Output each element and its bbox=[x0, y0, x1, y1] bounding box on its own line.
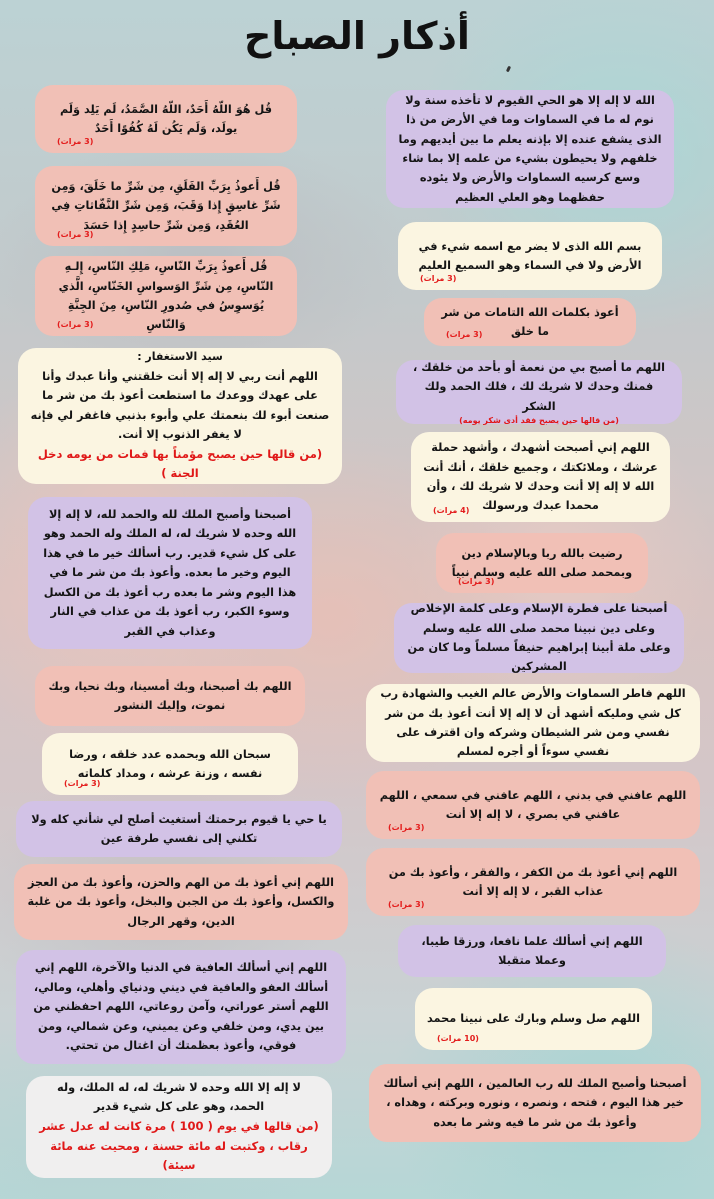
dhikr-text: اللهم إني أعوذ بك من الهم والحزن، وأعوذ بك من العجز والكسل، وأعوذ بك من الجبن والبخل، وأعوذ بك من غلبة الدين، وقهر الرجال bbox=[27, 875, 335, 928]
dhikr-card-falaq bbox=[35, 166, 297, 246]
dhikr-card-fatir-as-samawat bbox=[366, 684, 700, 762]
dhikr-text: اللهم إني أصبحت أشهدك ، وأشهد حملة عرشك ، وملائكتك ، وجميع خلقك ، أنك أنت الله لا إله إلا أنت وحدك لا شريك لك ، وأن محمدا عبدك ورسولك bbox=[423, 441, 658, 513]
dhikr-card-ilman-nafian bbox=[398, 925, 666, 977]
dhikr-text: قُل أَعوذُ بِرَبِّ النّاسِ، مَلِكِ النّاسِ، إِلـهِ النّاسِ، مِن شَرِّ الوَسواسِ الخَنّاسِ، الَّذي يُوَسوِسُ في صُدورِ النّاسِ، مِنَ الجِنَّةِ وَالنّاسِ bbox=[58, 260, 274, 332]
page-title: أذكار الصباح bbox=[244, 14, 470, 58]
dhikr-card-hamm-hazan bbox=[14, 864, 348, 940]
dhikr-text: اللهم ما أصبح بي من نعمة أو بأحد من خلقك ، فمنك وحدك لا شريك لك ، فلك الحمد ولك الشكر bbox=[413, 360, 665, 413]
bird-decoration bbox=[506, 66, 511, 73]
repeat-count: (10 مرات) bbox=[437, 1034, 479, 1044]
dhikr-text: رضيت بالله ربا وبالإسلام دين وبمحمد صلى الله عليه وسلم نبياً bbox=[451, 546, 633, 579]
dhikr-card-ya-hayyu-ya-qayyum bbox=[16, 801, 342, 857]
dhikr-text: اللهم عافني في بدني ، اللهم عافني في سمعي ، اللهم عافني في بصري ، لا إله إلا أنت bbox=[379, 788, 687, 821]
repeat-count: (3 مرات) bbox=[57, 320, 94, 330]
dhikr-card-asbahna-wa-asbaha bbox=[28, 497, 312, 649]
card-heading: سيد الاستغفار : bbox=[137, 349, 223, 363]
dhikr-text: أعوذ بكلمات الله التامات من شر ما خلق bbox=[441, 305, 619, 338]
dhikr-card-fitrat-al-islam bbox=[394, 603, 684, 673]
dhikr-card-afiya bbox=[16, 950, 346, 1064]
dhikr-text: أصبحنا على فطرة الإسلام وعلى كلمة الإخلاص وعلى دين نبينا محمد صلى الله عليه وسلم وعلى ملة أبينا إبراهيم حنيفاً مسلماً وما كان من المشركين bbox=[407, 602, 671, 674]
repeat-count: (4 مرات) bbox=[433, 506, 470, 516]
dhikr-card-ma-asbaha-bi bbox=[396, 360, 682, 424]
virtue-note: (من قالها حين يصبح فقد أدى شكر يومه) bbox=[459, 415, 619, 425]
virtue-note: (من قالها في يوم ( 100 ) مرة كانت له عدل عشر رقاب ، وكتبت له مائة حسنة ، ومحيت عنه مائة سيئة) bbox=[39, 1118, 319, 1173]
dhikr-text: أصبحنا وأصبح الملك لله والحمد لله، لا إله إلا الله وحده لا شريك له، له الملك وله الحمد وهو على كل شيء قدير. رب أسألك خير ما في هذا اليوم وخير ما بعده. وأعوذ بك من شر ما في هذا اليوم وشر ما بعده رب أعوذ بك من الكسل وسوء الكبر، رب أعوذ بك من عذاب في النار وعذاب في القبر bbox=[43, 508, 297, 638]
dhikr-card-kalimat-tammat bbox=[424, 298, 636, 346]
dhikr-text: اللهم صل وسلم وبارك على نبينا محمد bbox=[427, 1012, 640, 1026]
dhikr-card-ushhiduka bbox=[411, 432, 670, 522]
dhikr-text: قُل هُوَ اللّهُ أَحَدٌ، اللّهُ الصَّمَدُ، لَم يَلِد وَلَم يولَد، وَلَم يَكُن لَهُ كُفُوًا أَحَدٌ bbox=[59, 102, 273, 135]
dhikr-text: اللهم إني أعوذ بك من الكفر ، والفقر ، وأعوذ بك من عذاب القبر ، لا إله إلا أنت bbox=[388, 865, 678, 898]
dhikr-card-khayra-hadha-al-yawm bbox=[369, 1064, 701, 1142]
repeat-count: (3 مرات) bbox=[420, 274, 457, 284]
repeat-count: (3 مرات) bbox=[57, 230, 94, 240]
dhikr-card-nas bbox=[35, 256, 297, 336]
dhikr-text: اللهم أنت ربي لا إله إلا أنت خلقتني وأنا عبدك وأنا على عهدك ووعدك ما استطعت أعوذ بك من شر ما صنعت أبوء لك بنعمتك علي وأبوء بذنبي فاغفر لي فإنه لا يغفر الذنوب إلا أنت. bbox=[30, 369, 330, 442]
dhikr-card-sayyid-al-istighfar bbox=[18, 348, 342, 484]
dhikr-card-afini bbox=[366, 771, 700, 839]
dhikr-text: اللهم فاطر السماوات والأرض عالم الغيب والشهادة رب كل شي ومليكه أشهد أن لا إله إلا أنت أعوذ بك من شر نفسي ومن شر الشيطان وشركه وان اقترف على نفسي سوءاً أو أجره لمسلم bbox=[380, 687, 686, 759]
dhikr-card-kufr-faqr bbox=[366, 848, 700, 916]
repeat-count: (3 مرات) bbox=[64, 779, 101, 789]
repeat-count: (3 مرات) bbox=[388, 900, 425, 910]
dhikr-card-bika-asbahna bbox=[35, 666, 305, 726]
dhikr-text: اللهم إني أسألك علما نافعا، ورزقا طيبا، وعملا متقبلا bbox=[421, 934, 643, 967]
dhikr-card-tahlil-100 bbox=[26, 1076, 332, 1178]
virtue-note: (من قالها حين يصبح مؤمناً بها فمات من يومه دخل الجنة ) bbox=[37, 446, 323, 481]
dhikr-text: أصبحنا وأصبح الملك لله رب العالمين ، اللهم إني أسألك خير هذا اليوم ، فتحه ، ونصره ، ونوره وبركته ، وهداه ، وأعوذ بك من شر ما فيه وشر ما بعده bbox=[383, 1076, 687, 1129]
dhikr-text: اللهم بك أصبحنا، وبك أمسينا، وبك نحيا، وبك نموت، وإليك النشور bbox=[48, 679, 292, 712]
dhikr-text: بسم الله الذى لا يضر مع اسمه شيء في الأرض ولا في السماء وهو السميع العليم bbox=[418, 239, 642, 272]
repeat-count: (3 مرات) bbox=[458, 577, 495, 587]
repeat-count: (3 مرات) bbox=[446, 330, 483, 340]
dhikr-text: يا حي يا قيوم برحمتك أستغيث أصلح لي شأني كله ولا تكلني إلى نفسي طرفة عين bbox=[31, 812, 327, 845]
dhikr-card-ayat-al-kursi bbox=[386, 90, 674, 208]
dhikr-card-ikhlas bbox=[35, 85, 297, 153]
dhikr-text: لا إله إلا الله وحده لا شريك له، له الملك، وله الحمد، وهو على كل شيء قدير bbox=[57, 1080, 301, 1114]
repeat-count: (3 مرات) bbox=[388, 823, 425, 833]
dhikr-card-salawat bbox=[415, 988, 652, 1050]
dhikr-card-raditu bbox=[436, 533, 648, 593]
repeat-count: (3 مرات) bbox=[57, 137, 94, 147]
dhikr-text: اللهم إني أسألك العافية في الدنيا والآخرة، اللهم إني أسألك العفو والعافية في ديني ودنياي وأهلي، ومالي، اللهم أستر عوراتي، وآمن روعاتي، اللهم احفظني من بين يدي، ومن خلفي وعن يميني، وعن شمالي، ومن فوقي، وأعوذ بعظمتك أن اغتال من تحتي. bbox=[33, 961, 329, 1053]
dhikr-text: قُل أَعوذُ بِرَبِّ الفَلَقِ، مِن شَرِّ ما خَلَقَ، وَمِن شَرِّ غاسِقٍ إِذا وَقَبَ، وَمِن شَرِّ النَّفّاثاتِ فِي العُقَدِ، وَمِن شَرِّ حاسِدٍ إِذا حَسَدَ bbox=[51, 179, 281, 232]
dhikr-text: سبحان الله وبحمده عدد خلقه ، ورضا نفسه ، وزنة عرشه ، ومداد كلماته bbox=[69, 747, 271, 780]
dhikr-text: الله لا إله إلا هو الحي القيوم لا تأخذه سنة ولا نوم له ما في السماوات وما في الأرض من ذا الذى يشفع عنده إلا بإذنه يعلم ما بين أيديهم وما خلفهم ولا يحيطون بشيء من علمه إلا بما شاء وسع كرسيه السماوات والأرض ولا يئوده حفظهما وهو العلي العظيم bbox=[398, 93, 662, 204]
dhikr-card-bismillah bbox=[398, 222, 662, 290]
dhikr-card-subhanallah-wa-bihamdihi bbox=[42, 733, 298, 795]
